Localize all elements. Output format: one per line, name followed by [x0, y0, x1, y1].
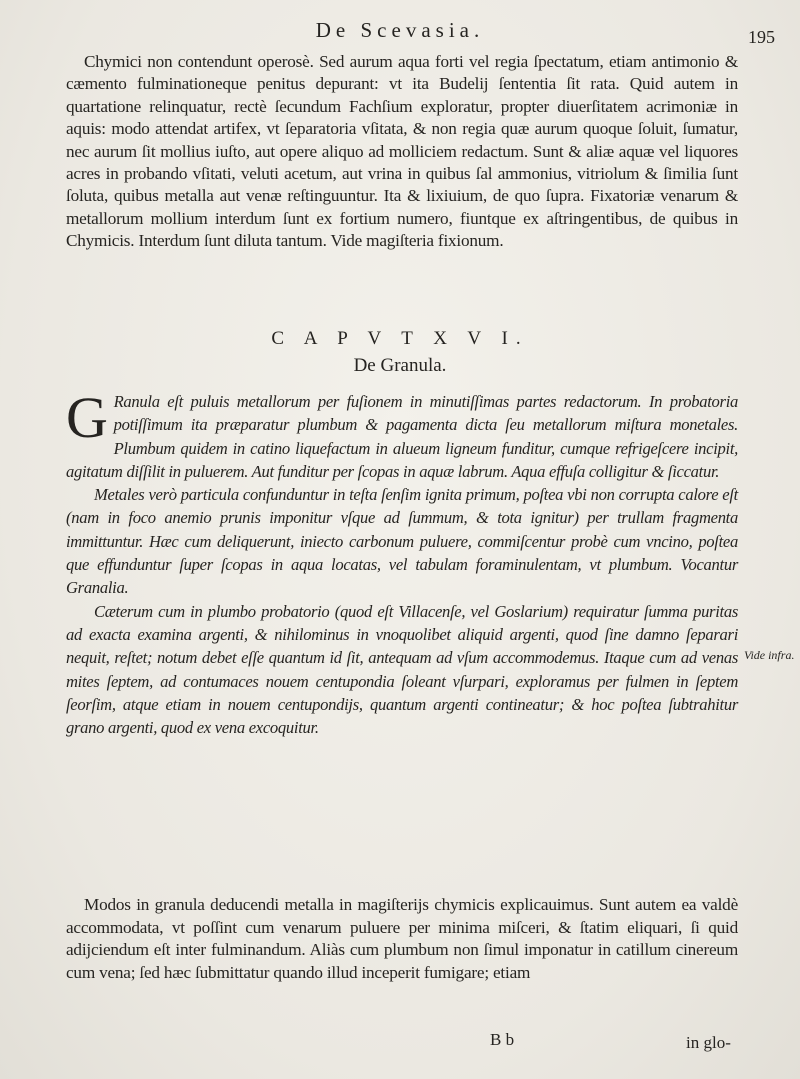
margin-note: Vide infra.	[744, 648, 795, 662]
catchword: in glo-	[686, 1033, 731, 1052]
running-head: De Scevasia.	[315, 18, 485, 42]
signature-mark: B b	[490, 1030, 515, 1049]
paragraph-2: Modos in granula deducendi metalla in magiſterijs chymicis explicauimus. Sunt autem ea valdè accommodata, vt poſſint cum venarum puluere per minima miſceri, & ſtatim eliquari, ſi quid adijciendum eſt inter fulminandum. Aliàs cum plumbum non ſimul imponatur in catillum cinereum cum vena; ſed hæc ſubmittatur quando illud inceperit fumigare; etiam	[66, 895, 738, 982]
italic-text-block	[66, 385, 738, 739]
chapter-subheading: De Granula.	[353, 355, 447, 376]
italic-paragraph-1-text: Ranula eſt puluis metallorum per fuſionem in minutiſſimas partes redactorum. In probatoria potiſſimum ita præparatur plumbum & pagamenta dicta ſeu metallorum miſtura monetales. Plumbum quidem in catino liquefactum in alueum ligneum funditur, cumque refrigeſcere incipit, agitatum diſſilit in puluerem. Aut funditur per ſcopas in aquæ labrum. Aqua effuſa colligitur & ſiccatur.	[66, 392, 738, 481]
chapter-heading: C A P V T X V I.	[271, 328, 529, 349]
italic-paragraph-3: Cæterum cum in plumbo probatorio (quod eſt Villacenſe, vel Goslarium) requiratur ſumma puritas ad exacta examina argenti, & nihilominus in vnoquolibet aliquid argenti, quod ſine damno ſeparari nequit, reſtet; notum debet eſſe quantum id ſit, antequam ad vſum accommodemus. Itaque cum ad venas mites ſeptem, ad contumaces nouem centupondia ſoleant vſurpari, exploramus per fulmen in ſeptem ſeorſim, atque etiam in nouem centupondijs, quantum argenti contineatur; & hoc poſtea ſubtrahitur grano argenti, quod ex vena excoquitur.	[66, 601, 738, 738]
italic-paragraph-1	[66, 385, 738, 483]
drop-cap: G	[66, 385, 108, 450]
paragraph-1: Chymici non contendunt operosè. Sed aurum aqua forti vel regia ſpectatum, etiam antimonio & cæmento fulminationeque penitus depurant: vt ita Budelij ſententia ſit rata. Quid autem in quartatione relinquatur, rectè ſecundum Fachſium exploratur, propter diuerſitatem acrimoniæ in aquis: modo attendat artifex, vt ſeparatoria vſitata, & non regia quæ aurum quoque ſoluit, ſumatur, nec aurum ſit mollius iuſto, aut opere aliquo ad molliciem redactum. Sunt & aliæ aquæ vel liquores acres in probando vſitati, veluti acetum, aut vrina in quibus ſal ammonius, vitriolum & ſimilia ſunt ſoluta, quibus metalla aut venæ reſtinguuntur. Ita & lixiuium, de quo ſupra. Fixatoriæ venarum & metallorum mollium interdum ſunt ex fortium numero, fiuntque ex aſtringentibus, de quibus in Chymicis. Interdum ſunt diluta tantum. Vide magiſteria fixionum.	[66, 52, 738, 251]
page-number: 195	[748, 27, 775, 47]
italic-paragraph-2: Metales verò particula confunduntur in teſta ſenſim ignita primum, poſtea vbi non corrupta calore eſt (nam in foco anemio prunis imponitur vſque ad ſummum, & tota ignitur) per trullam fragmenta immittuntur. Hæc cum deliquerunt, iniecto carbonum puluere, commiſcentur probè cum vncino, poſtea que effunduntur ſuper ſcopas in aqua locatas, vel tabulam foraminulentam, vt plumbum. Vocantur Granalia.	[66, 485, 738, 598]
